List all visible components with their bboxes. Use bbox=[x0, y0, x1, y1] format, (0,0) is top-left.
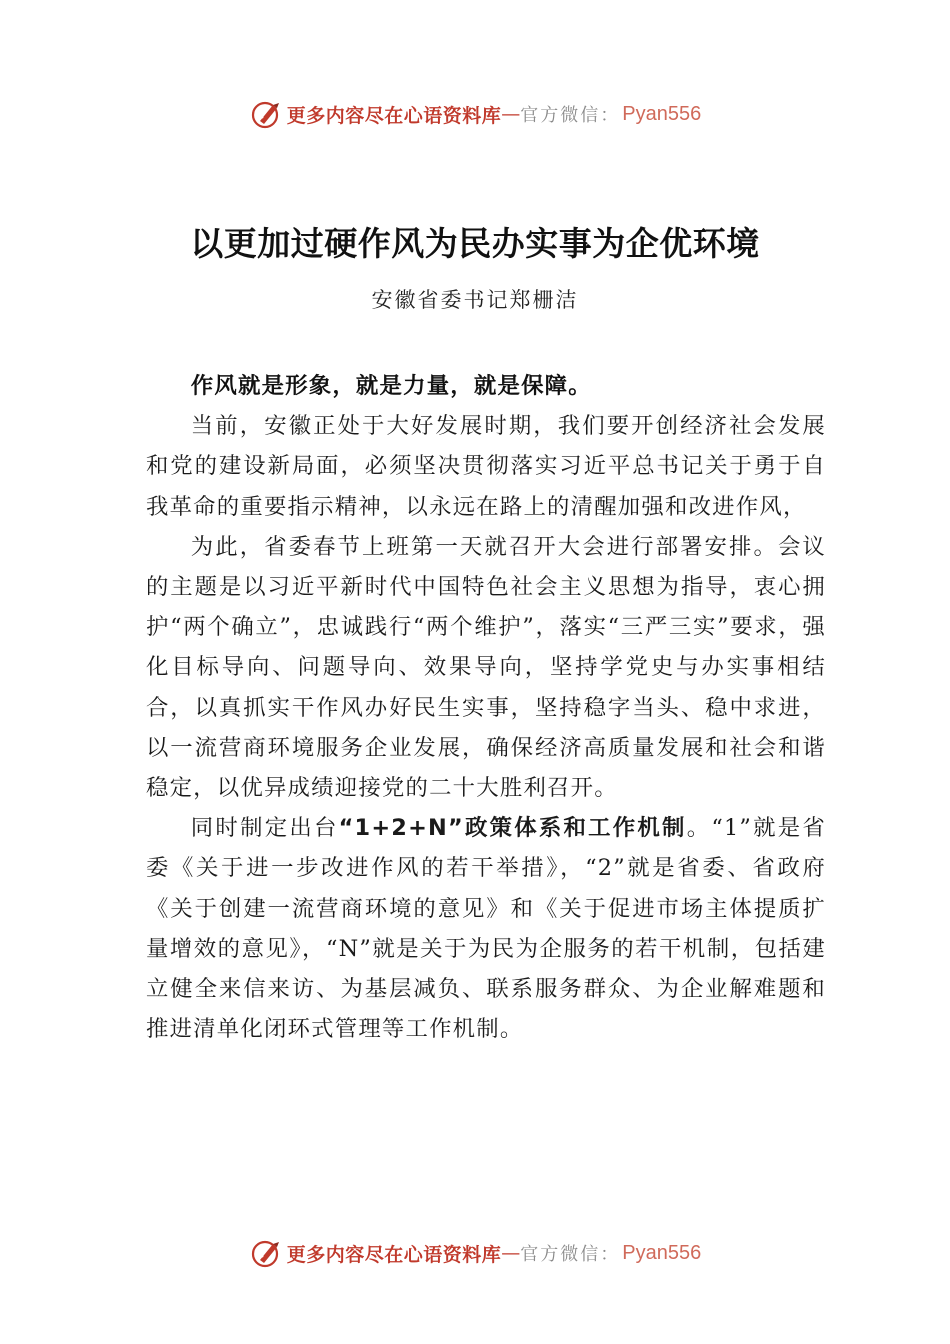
banner-separator: — bbox=[501, 1242, 521, 1264]
banner-account-label: 官方微信： bbox=[520, 1244, 621, 1265]
paragraph-2: 为此，省委春节上班第一天就召开大会进行部署安排。会议的主题是以习近平新时代中国特色社会主义思想为指导，衷心拥护“两个确立”，忠诚践行“两个维护”，落实“三严三实”要求，强化目标导向、问题导向、效果导向，坚持学党史与办实事相结合，以真抓实干作风办好民生实事，坚持稳字当头、稳中求进，以一流营商环境服务企业发展，确保经济高质量发展和社会和谐稳定，以优异成绩迎接党的二十大胜利召开。 bbox=[146, 533, 826, 802]
paragraph-3-prefix: 同时制定出台 bbox=[190, 815, 339, 842]
banner-account-label: 官方微信： bbox=[520, 105, 621, 126]
banner-account-id: Pyan556 bbox=[622, 102, 702, 125]
paragraph-1: 当前，安徽正处于大好发展时期，我们要开创经济社会发展和党的建设新局面，必须坚决贯彻落实习近平总书记关于勇于自我革命的重要指示精神，以永远在路上的清醒加强和改进作风， bbox=[146, 413, 826, 520]
article-body bbox=[146, 366, 826, 1049]
footer-banner bbox=[0, 1233, 950, 1273]
header-banner bbox=[0, 94, 950, 134]
lead-paragraph: 作风就是形象，就是力量，就是保障。 bbox=[190, 373, 592, 399]
banner-separator: — bbox=[501, 103, 521, 125]
paragraph-3 bbox=[146, 808, 826, 1049]
banner-account-id: Pyan556 bbox=[622, 1241, 702, 1264]
article-title: 以更加过硬作风为民办实事为企优环境 bbox=[190, 224, 760, 263]
banner-brand-text: 更多内容尽在心语资料库 bbox=[286, 1243, 502, 1266]
paragraph-3-rest: 。“1”就是省委《关于进一步改进作风的若干举措》，“2”就是省委、省政府《关于创建一流营商环境的意见》和《关于促进市场主体提质扩量增效的意见》，“N”就是关于为民为企服务的若干机制，包括建立健全来信来访、为基层减负、联系服务群众、为企业解难题和推进清单化闭环式管理等工作机制。 bbox=[146, 815, 826, 1043]
paragraph-3-bold: “1+2+N”政策体系和工作机制 bbox=[338, 815, 687, 842]
banner-brand-text: 更多内容尽在心语资料库 bbox=[286, 104, 502, 127]
pen-nib-logo-icon bbox=[249, 1236, 283, 1270]
pen-nib-logo-icon bbox=[249, 97, 283, 131]
article-author: 安徽省委书记郑栅洁 bbox=[371, 288, 579, 312]
